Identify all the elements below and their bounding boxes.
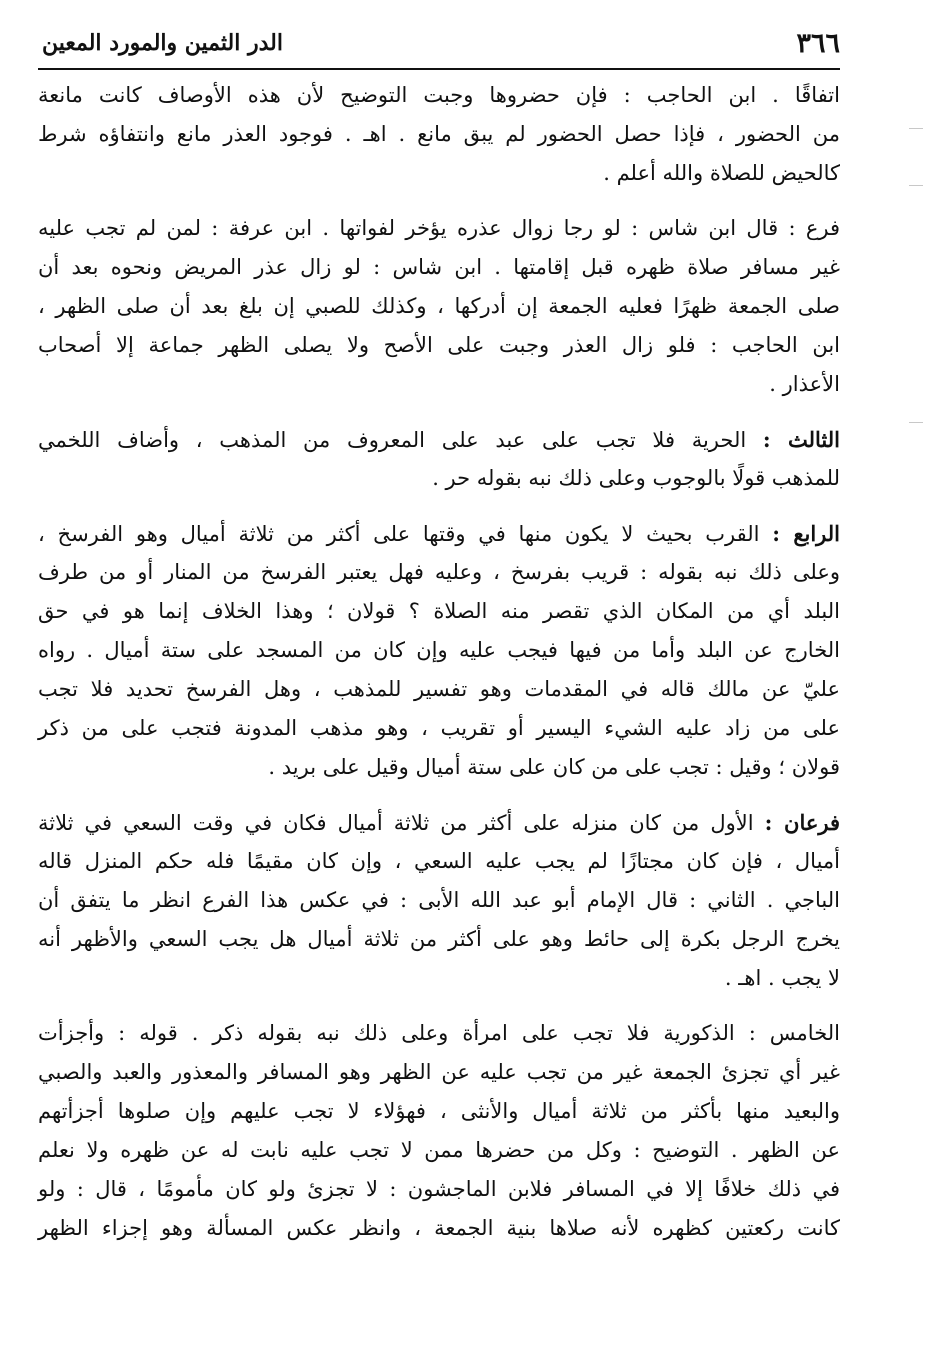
text-line: للمذهب قولًا بالوجوب وعلى ذلك نبه بقوله حر . (432, 466, 840, 490)
text-line: الباجي . الثاني : قال الإمام أبو عبد الله الأبى : في عكس هذا الفرع انظر ما يتفق أن (38, 888, 840, 912)
margin-mark (909, 422, 923, 423)
margin-mark (909, 128, 923, 129)
paragraph-1 (38, 76, 840, 193)
paragraph-2 (38, 209, 840, 404)
text-line: في ذلك خلافًا إلا في المسافر فلابن الماجشون : لا تجزئ ولو كان مأمومًا ، قال : ولو (38, 1177, 840, 1201)
paragraph-3 (38, 420, 840, 498)
paragraph-5 (38, 803, 840, 998)
text-line (38, 803, 840, 842)
text-line-body: الأول من كان منزله على أكثر من ثلاثة أميال فكان في وقت السعي في ثلاثة (38, 811, 754, 835)
text-line: الأعذار . (769, 372, 840, 396)
text-line-body: القرب بحيث لا يكون منها في وقتها على أكثر من ثلاثة أميال وهو الفرسخ ، (38, 522, 760, 546)
header-rule (38, 68, 840, 70)
text-line: غير مسافر صلاة ظهره قبل إقامتها . ابن شاس : لو زال عذر المريض ونحوه بعد أن (38, 255, 840, 279)
text-line-body: الحرية فلا تجب على عبد على المعروف من المذهب ، وأضاف اللخمي (38, 428, 747, 452)
text-line: قولان ؛ وقيل : تجب على من كان على ستة أميال وقيل على بريد . (268, 755, 840, 779)
text-line: كانت ركعتين كظهره لأنه صلاها بنية الجمعة ، وانظر عكس المسألة وهو إجزاء الظهر (38, 1216, 840, 1240)
text-line: أميال ، فإن كان مجتازًا لم يجب عليه السعي ، وإن كان مقيمًا فله حكم المنزل قاله (38, 849, 840, 873)
section-lead: الرابع : (772, 521, 840, 546)
text-line (38, 514, 840, 553)
text-line: كالحيض للصلاة والله أعلم . (603, 161, 840, 185)
page-number: ٣٦٦ (796, 28, 840, 59)
text-line: فرع : قال ابن شاس : لو رجا زوال عذره يؤخر لفواتها . ابن عرفة : لمن لم تجب عليه (38, 216, 840, 240)
paragraph-6 (38, 1014, 840, 1248)
text-line: على من زاد عليه الشيء اليسير أو تقريب ، وهو مذهب المدونة فتجب على من ذكر (38, 716, 840, 740)
text-line: الخارج عن البلد وأما من فيها فيجب عليه وإن كان من المسجد على ستة أميال . رواه (38, 638, 840, 662)
text-line: اتفاقًا . ابن الحاجب : فإن حضروها وجبت التوضيح لأن هذه الأوصاف كانت مانعة (38, 83, 840, 107)
text-line: غير أي تجزئ الجمعة غير من تجب عليه عن الظهر وهو المسافر والمعذور والعبد والصبي (38, 1060, 840, 1084)
text-line: ابن الحاجب : فلو زال العذر وجبت على الأصح ولا يصلى الظهر جماعة إلا أصحاب (38, 333, 840, 357)
section-lead: فرعان : (764, 810, 840, 835)
running-title: الدر الثمين والمورد المعين (42, 30, 284, 56)
paragraph-4 (38, 514, 840, 787)
text-line: عن الظهر . التوضيح : وكل من حضرها ممن لا تجب عليه نابت له عن ظهره ولا نعلم (38, 1138, 840, 1162)
text-line: من الحضور ، فإذا حصل الحضور لم يبق مانع . اهـ . فوجود العذر مانع وانتفاؤه شرط (38, 122, 840, 146)
text-line: البلد أي من المكان الذي تقصر منه الصلاة ؟ قولان ؛ وهذا الخلاف إنما هو في حق (38, 599, 840, 623)
text-line: وعلى ذلك نبه بقوله : قريب بفرسخ ، وعليه فهل يعتبر الفرسخ من المنار أو من طرف (38, 560, 840, 584)
text-line: يخرج الرجل بكرة إلى حائط وهو على أكثر من ثلاثة أميال هل يجب السعي والأظهر أنه (38, 927, 840, 951)
text-line: صلى الجمعة ظهرًا فعليه الجمعة إن أدركها ، وكذلك للصبي إن بلغ بعد أن صلى الظهر ، (38, 294, 840, 318)
text-line: لا يجب . اهـ . (724, 966, 840, 990)
text-line (38, 420, 840, 459)
text-line: الخامس : الذكورية فلا تجب على امرأة وعلى ذلك نبه بقوله ذكر . قوله : وأجزأت (38, 1021, 840, 1045)
section-lead: الثالث : (762, 427, 840, 452)
page-header (42, 26, 840, 66)
text-line: عليّ عن مالك قاله في المقدمات وهو تفسير للمذهب ، وهل الفرسخ تحديد فلا تجب (38, 677, 840, 701)
page-body (38, 76, 840, 1264)
margin-mark (909, 185, 923, 186)
text-line: والبعيد منها بأكثر من ثلاثة أميال والأنثى ، فهؤلاء لا تجب عليهم وإن صلوها أجزأتهم (38, 1099, 840, 1123)
